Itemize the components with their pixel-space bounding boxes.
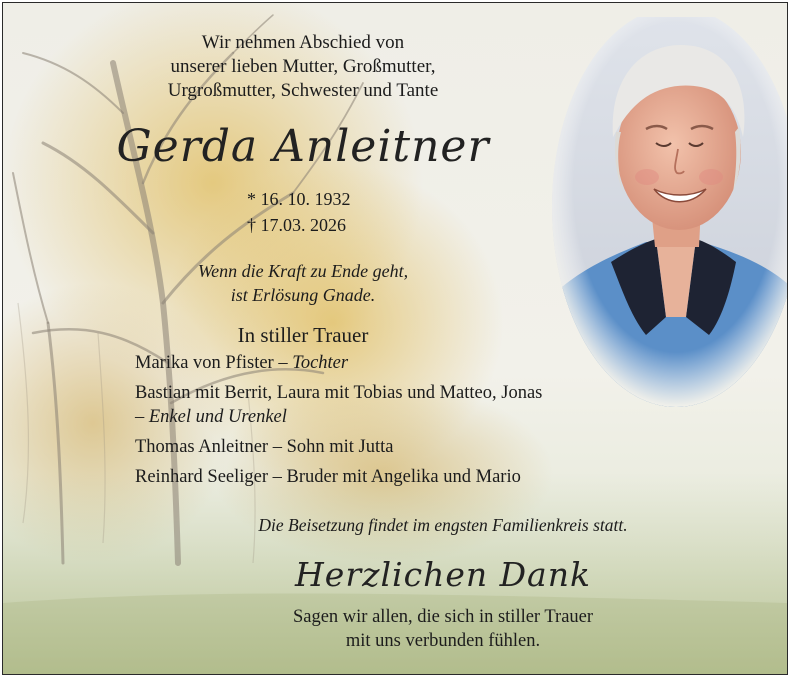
mourner-names: Marika von Pfister – bbox=[135, 353, 293, 373]
mourner-names: Reinhard Seeliger – Bruder mit Angelika und Mario bbox=[135, 467, 521, 487]
motto-line-2: ist Erlösung Gnade. bbox=[230, 285, 376, 305]
birth-date: * 16. 10. 1932 bbox=[247, 189, 351, 209]
mourner-relation: – Enkel und Urenkel bbox=[135, 407, 287, 427]
intro-text bbox=[43, 31, 563, 103]
portrait-photo bbox=[551, 17, 788, 409]
deceased-name: Gerda Anleitner bbox=[116, 121, 490, 172]
closing-line-2: mit uns verbunden fühlen. bbox=[345, 631, 541, 651]
closing-line-1: Sagen wir allen, die sich in stiller Trauer bbox=[292, 607, 594, 627]
mourner-relation: Tochter bbox=[292, 353, 349, 373]
mourners-list bbox=[135, 351, 542, 495]
mourner-row bbox=[135, 351, 542, 375]
intro-line-3: Urgroßmutter, Schwester und Tante bbox=[167, 80, 439, 101]
burial-note: Die Beisetzung findet im engsten Familienkreis statt. bbox=[258, 515, 628, 535]
mourner-names: Bastian mit Berrit, Laura mit Tobias und Matteo, Jonas bbox=[135, 383, 543, 403]
intro-line-1: Wir nehmen Abschied von bbox=[201, 32, 405, 53]
mourning-heading: In stiller Trauer bbox=[237, 323, 369, 347]
mourner-row bbox=[135, 435, 542, 459]
mourner-row bbox=[135, 381, 542, 429]
motto bbox=[43, 259, 563, 307]
mourner-names: Thomas Anleitner – Sohn mit Jutta bbox=[135, 437, 394, 457]
thanks-heading: Herzlichen Dank bbox=[295, 555, 591, 594]
obituary-notice bbox=[2, 2, 788, 675]
death-date: † 17.03. 2026 bbox=[247, 215, 346, 235]
closing-text bbox=[183, 605, 703, 653]
mourner-row bbox=[135, 465, 542, 489]
intro-line-2: unserer lieben Mutter, Großmutter, bbox=[170, 56, 436, 77]
motto-line-1: Wenn die Kraft zu Ende geht, bbox=[197, 261, 409, 281]
